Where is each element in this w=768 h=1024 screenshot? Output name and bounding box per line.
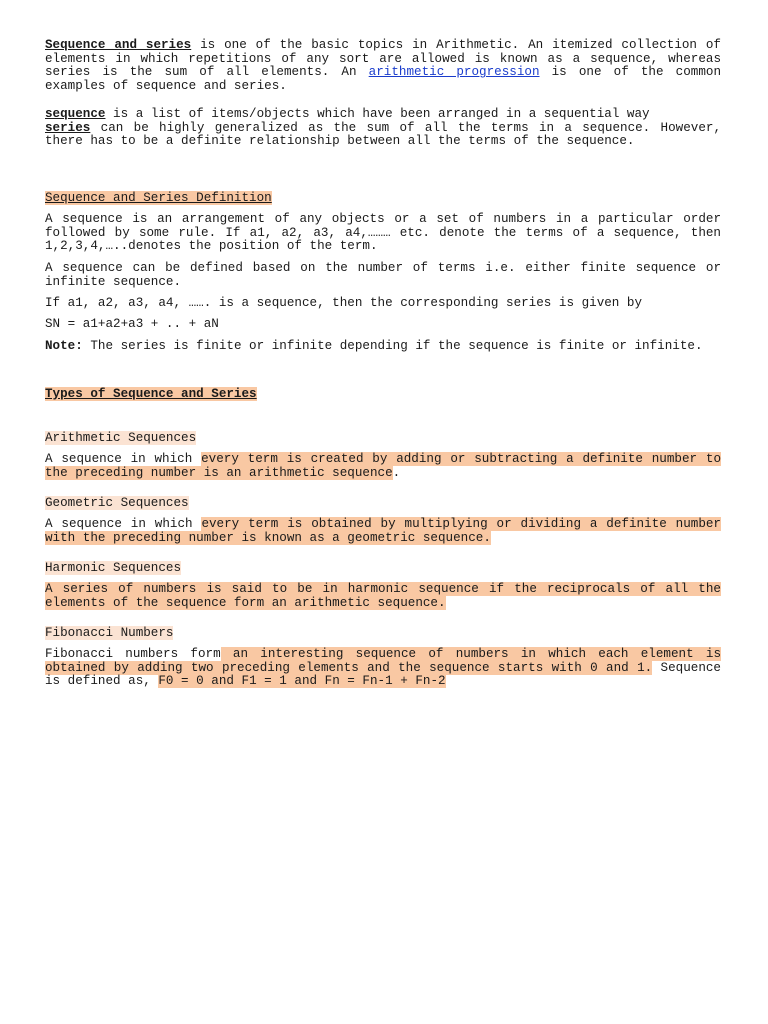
arithmetic-paragraph [45, 453, 721, 480]
section-heading-types [45, 388, 721, 402]
fibonacci-highlight: an interesting sequence of numbers in which each element is obtained by adding two preceding elements and the sequence starts with 0 and 1. [45, 647, 722, 675]
intro-paragraph [45, 39, 721, 94]
harmonic-highlight: A series of numbers is said to be in harmonic sequence if the reciprocals of all the elements of the sequence form an arithmetic sequence. [45, 582, 721, 610]
definition-paragraph-2: A sequence can be defined based on the number of terms i.e. either finite sequence or infinite sequence. [45, 261, 721, 289]
definition-paragraph-1: A sequence is an arrangement of any objects or a set of numbers in a particular order followed by some rule. If a1, a2, a3, a4,……… etc. denote the terms of a sequence, then 1,2,3,4,…..denotes the position of the term. [45, 212, 721, 254]
harmonic-paragraph [45, 583, 721, 610]
sequence-definition [45, 108, 721, 122]
series-formula: SN = a1+a2+a3 + .. + aN [45, 317, 219, 331]
arithmetic-post: . [392, 465, 401, 480]
fibonacci-title-text: Fibonacci Numbers [45, 626, 174, 640]
intro-text-b: is one of the common examples of sequence and series. [45, 65, 722, 94]
harmonic-title [45, 562, 721, 576]
geometric-title [45, 497, 721, 511]
series-term: series [45, 120, 91, 135]
section-heading-definition-text: Sequence and Series Definition [45, 191, 272, 205]
note-text: The series is finite or infinite depending if the sequence is finite or infinite. [82, 339, 703, 353]
fibonacci-pre: Fibonacci numbers form [45, 647, 221, 661]
section-heading-types-text: Types of Sequence and Series [45, 387, 257, 401]
geometric-title-text: Geometric Sequences [45, 496, 189, 510]
series-definition [45, 121, 721, 149]
geometric-highlight: every term is obtained by multiplying or dividing a definite number with the preceding number is known as a geometric sequence. [45, 517, 721, 545]
fibonacci-paragraph [45, 648, 721, 689]
sequence-term: sequence [45, 107, 106, 121]
section-heading-definition [45, 192, 721, 206]
fibonacci-mid: Sequence is defined as, [45, 660, 721, 689]
arithmetic-progression-link[interactable]: arithmetic progression [368, 65, 540, 80]
intro-text-a: is one of the basic topics in Arithmetic. An itemized collection of elements in which repetitions of any sort are allowed is known as a sequence, whereas series is the sum of all elements. An [45, 38, 721, 80]
arithmetic-title [45, 432, 721, 446]
intro-term: Sequence and series [45, 38, 192, 52]
definitions-paragraph [45, 108, 721, 149]
note-paragraph [45, 340, 721, 354]
arithmetic-pre: A sequence in which [45, 452, 202, 466]
geometric-pre: A sequence in which [45, 517, 202, 531]
sequence-text: is a list of items/objects which have been arranged in a sequential way [105, 107, 650, 121]
note-label: Note: [45, 339, 83, 353]
arithmetic-highlight: every term is created by adding or subtracting a definite number to the preceding number is an arithmetic sequence [45, 452, 722, 480]
series-text: can be highly generalized as the sum of all the terms in a sequence. However, there has to be a definite relationship between all the terms of the sequence. [45, 120, 721, 149]
fibonacci-title [45, 627, 721, 641]
definition-paragraph-3: If a1, a2, a3, a4, ……. is a sequence, then the corresponding series is given by [45, 296, 643, 310]
fibonacci-formula: F0 = 0 and F1 = 1 and Fn = Fn-1 + Fn-2 [158, 674, 446, 689]
harmonic-title-text: Harmonic Sequences [45, 561, 182, 575]
geometric-paragraph [45, 518, 721, 545]
arithmetic-title-text: Arithmetic Sequences [45, 431, 197, 445]
